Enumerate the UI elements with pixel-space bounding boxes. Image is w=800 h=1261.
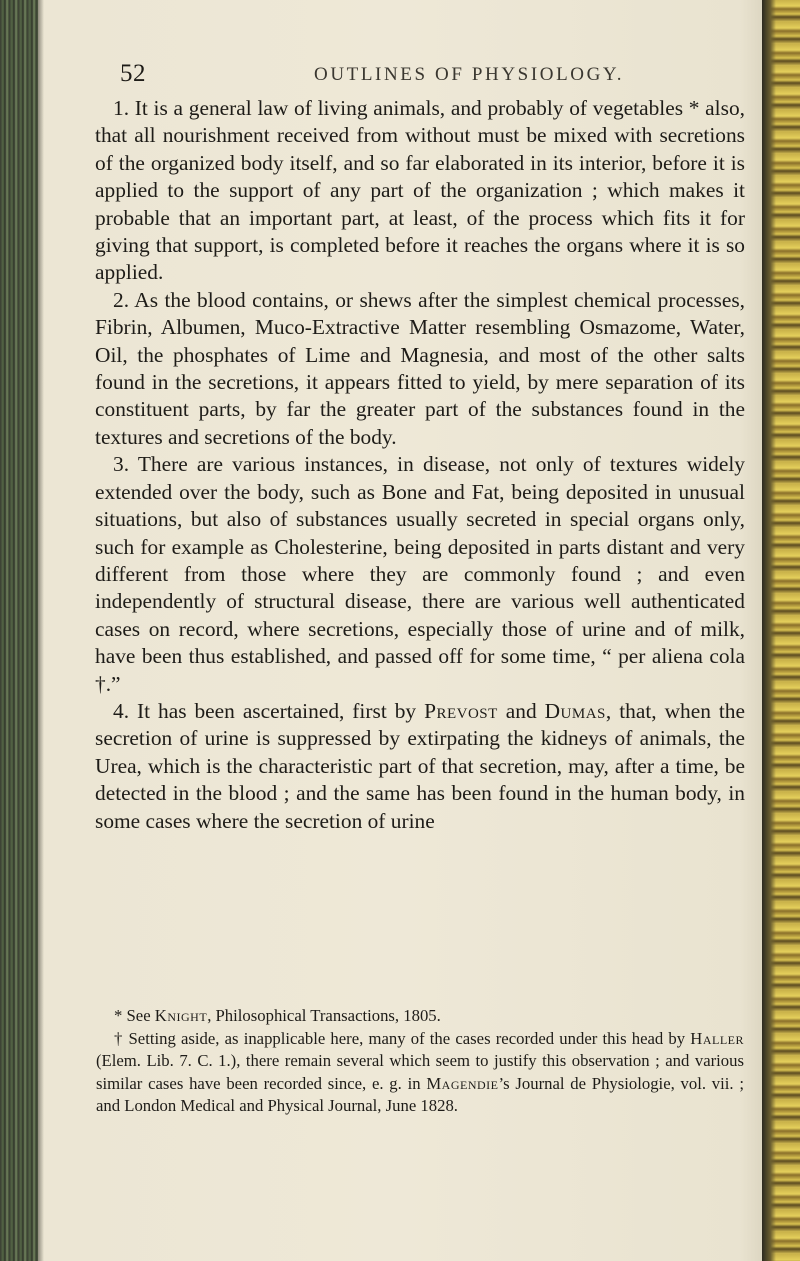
page-number: 52: [120, 60, 146, 87]
paragraph-4-lead: 4. It has been ascertained, first by: [113, 698, 425, 723]
footnote-2-rest: ’s Journal de Physiologie, vol. vii. ; and London Medical and Physical Journal, June 1828.: [96, 1073, 744, 1115]
main-text: [95, 95, 745, 835]
paragraph-4-and: and: [497, 698, 545, 723]
paragraph-3: 3. There are various instances, in disease, not only of textures widely extended over the body, such as Bone and Fat, being deposited in unusual situations, but also of substances usually secreted in special organs only, such for example as Cholesterine, being deposited in parts distant and very different from those where they are commonly found ; and even independently of structural disease, there are various well authenticated cases on record, where secretions, especially those of urine and of milk, have been thus established, and passed off for some time, “ per aliena cola †.”: [95, 452, 745, 696]
paragraph-4-rest: , that, when the secretion of urine is suppressed by extirpating the kidneys of animals, the Urea, which is the characteristic part of that secretion, may, after a time, be detected in the blood ; and the same has been found in the human body, in some cases where the secretion of urine: [95, 698, 746, 833]
paragraph-2: 2. As the blood contains, or shews after the simplest chemical processes, Fibrin, Albumen, Muco-Extractive Matter resembling Osmazome, Water, Oil, the phosphates of Lime and Magnesia, and most of the other salts found in the secretions, it appears fitted to yield, by mere separation of its constituent parts, by far the greater part of the substances found in the textures and secretions of the body.: [95, 287, 745, 449]
footnote-2-lead: † Setting aside, as inapplicable here, many of the cases recorded under this head by: [114, 1028, 691, 1048]
footnotes: [96, 1005, 744, 1118]
left-binding-edge: [0, 0, 38, 1261]
author-knight: Knight: [154, 1006, 208, 1025]
footnote-1-lead: * See: [114, 1006, 155, 1025]
footnote-1-rest: , Philosophical Transactions, 1805.: [207, 1006, 441, 1025]
footnote-2: [96, 1028, 744, 1118]
author-magendie: Magendie: [426, 1073, 499, 1093]
footnote-1: [96, 1005, 744, 1028]
author-haller: Haller: [690, 1028, 744, 1048]
author-dumas: Dumas: [544, 698, 606, 723]
running-title: OUTLINES OF PHYSIOLOGY.: [314, 64, 625, 85]
paragraph-1: 1. It is a general law of living animals, and probably of vegetables * also, that all nourishment received from without must be mixed with secretions of the organized body itself, and so far elaborated in its interior, before it is applied to the support of any part of the organization ; which makes it probable that an important part, at least, of the process which fits it for giving that support, is completed before it reaches the organs where it is so applied.: [95, 96, 745, 285]
right-binding-edge: [762, 0, 800, 1261]
page-header: [120, 60, 700, 100]
footnote-2-middle: (Elem. Lib. 7. C. 1.), there remain several which seem to justify this observation ; and various similar cases have been recorded since, e. g. in: [96, 1051, 744, 1093]
paragraph-4: [95, 698, 745, 835]
author-prevost: Prevost: [424, 698, 498, 723]
